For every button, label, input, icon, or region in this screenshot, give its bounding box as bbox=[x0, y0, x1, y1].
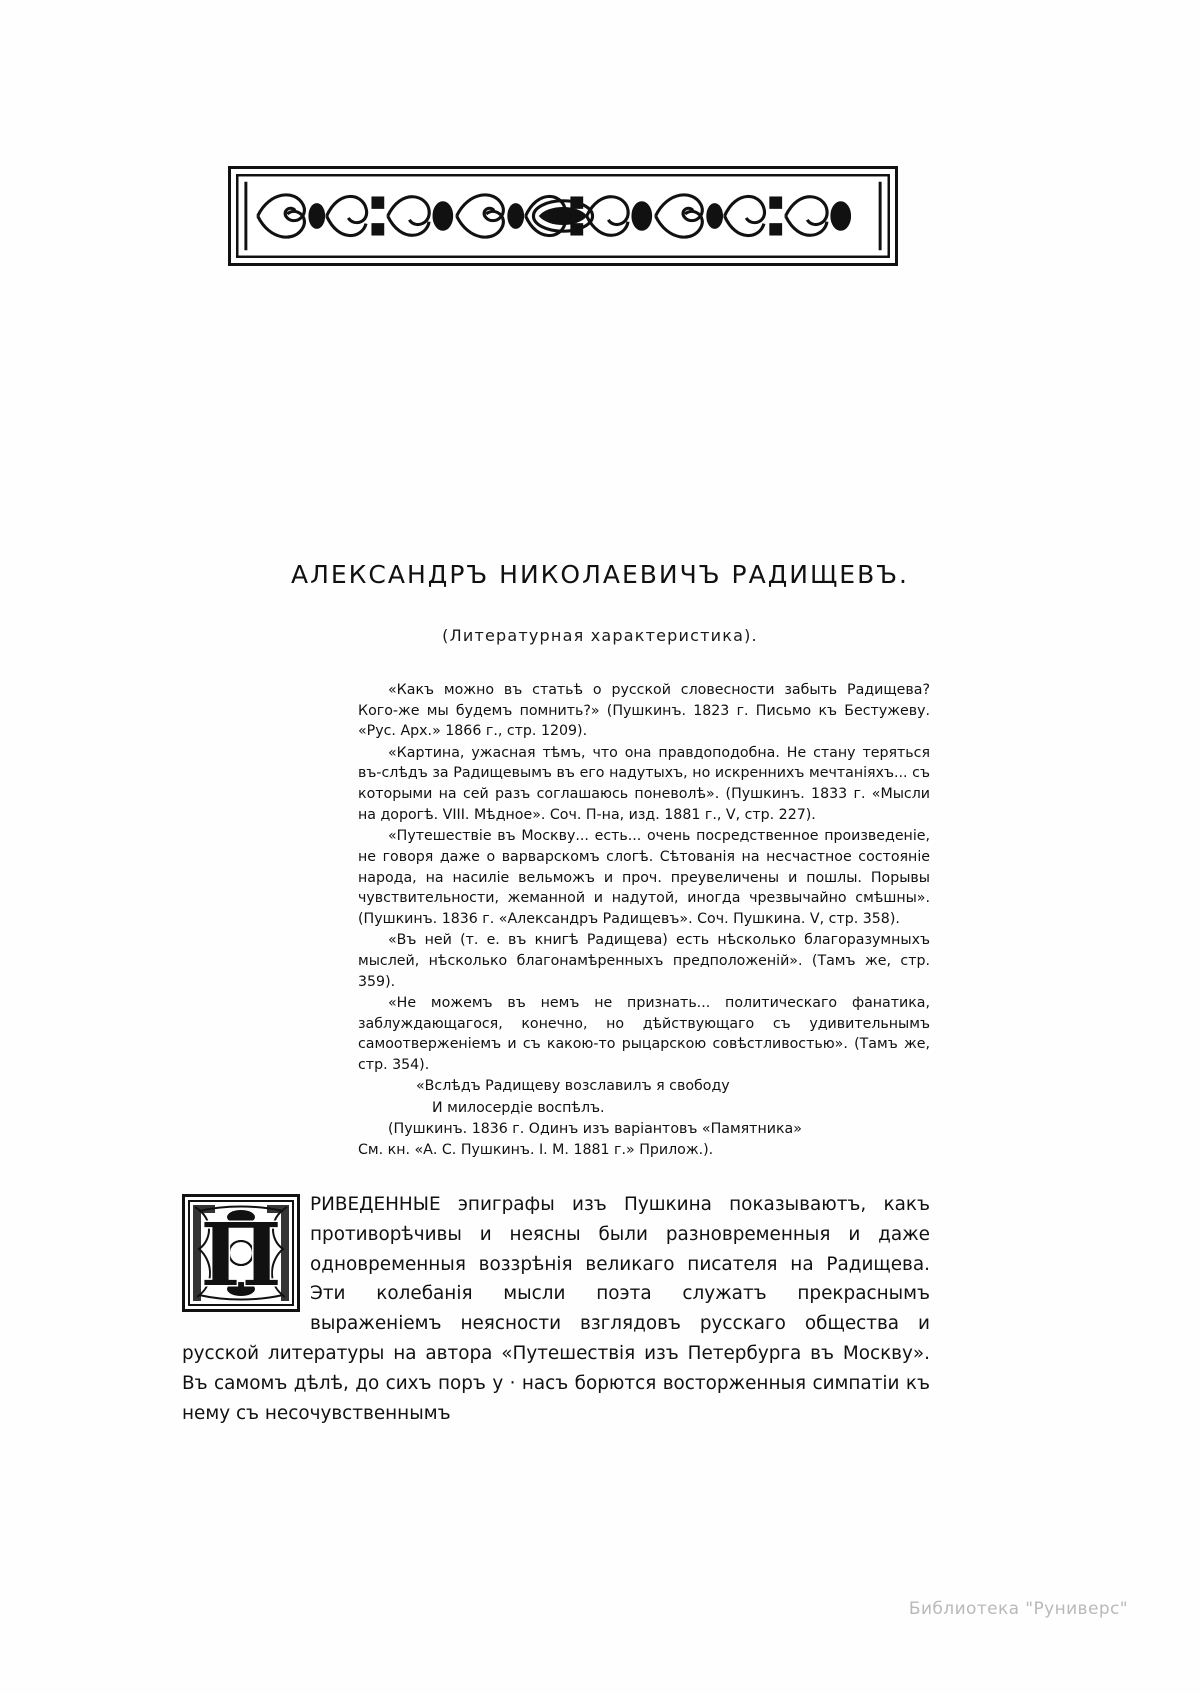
drop-cap-artwork bbox=[185, 1197, 297, 1309]
body-text bbox=[182, 1190, 930, 1429]
body-first-word: РИВЕДЕННЫЕ bbox=[310, 1194, 441, 1215]
drop-cap-initial bbox=[182, 1194, 300, 1312]
ornament-artwork bbox=[238, 176, 888, 256]
epigraph-verse-source-2: См. кн. «А. С. Пушкинъ. I. М. 1881 г.» Прилож.). bbox=[358, 1142, 714, 1159]
epigraph-item: «Какъ можно въ статьѣ о русской словесности забыть Радищева? Кого-же мы будемъ помнить?» (Пушкинъ. 1823 г. Письмо къ Бестужеву. «Рус. Арх.» 1866 г., стр. 1209). bbox=[358, 682, 930, 740]
epigraph-verse-line-2: И милосердіе воспѣлъ. bbox=[432, 1099, 605, 1116]
page-title: АЛЕКСАНДРЪ НИКОЛАЕВИЧЪ РАДИЩЕВЪ. bbox=[290, 560, 909, 589]
epigraph-item: «Въ ней (т. е. въ книгѣ Радищева) есть нѣсколько благоразумныхъ мыслей, нѣсколько благонамѣренныхъ предположеній». (Тамъ же, стр. 359). bbox=[358, 932, 930, 990]
headpiece-ornament bbox=[228, 166, 898, 266]
library-watermark: Библиотека "Руниверс" bbox=[908, 1599, 1128, 1619]
headpiece-ornament-inner bbox=[236, 174, 890, 258]
page-subtitle: (Литературная характеристика). bbox=[442, 626, 758, 645]
drop-cap-letter: П bbox=[200, 1205, 282, 1306]
epigraph-block bbox=[358, 680, 930, 1161]
epigraph-verse-line-1: «Вслѣдъ Радищеву возславилъ я свободу bbox=[416, 1078, 730, 1095]
epigraph-verse-source: (Пушкинъ. 1836 г. Одинъ изъ варіантовъ «Памятника» bbox=[388, 1120, 802, 1137]
epigraph-item: «Не можемъ въ немъ не признать... политическаго фанатика, заблуждающагося, конечно, но дѣйствующаго съ удивительнымъ самоотверженіемъ и съ какою-то рыцарскою совѣстливостью». (Тамъ же, стр. 354). bbox=[358, 995, 930, 1074]
epigraph-item: «Картина, ужасная тѣмъ, что она правдоподобна. Не стану теряться въ-слѣдъ за Радищевымъ въ его надутыхъ, но искреннихъ мечтаніяхъ... съ которыми на сей разъ соглашаюсь поневолѣ». (Пушкинъ. 1833 г. «Мысли на дорогѣ. VIII. Мѣдное». Соч. П-на, изд. 1881 г., V, стр. 227). bbox=[358, 744, 930, 823]
body-paragraph-rest: эпиграфы изъ Пушкина показываютъ, какъ противорѣчивы и неясны были разновременныя и даже одновременныя воззрѣнія великаго писателя на Радищева. Эти колебанія мысли поэта служатъ прекраснымъ выраженіемъ неясности взглядовъ русскаго общества и русской литературы на автора «Путешествія изъ Петербурга въ Москву». Въ самомъ дѣлѣ, до сихъ поръ у · насъ борются восторженныя симпатіи къ нему съ несочувственнымъ bbox=[182, 1194, 930, 1424]
epigraph-item: «Путешествіе въ Москву... есть... очень посредственное произведеніе, не говоря даже о варварскомъ слогѣ. Сѣтованія на несчастное состояніе народа, на насиліе вельможъ и проч. преувеличены и пошлы. Порывы чувствительности, жеманной и надутой, иногда чрезвычайно смѣшны». (Пушкинъ. 1836 г. «Александръ Радищевъ». Соч. Пушкина. V, стр. 358). bbox=[358, 828, 930, 928]
